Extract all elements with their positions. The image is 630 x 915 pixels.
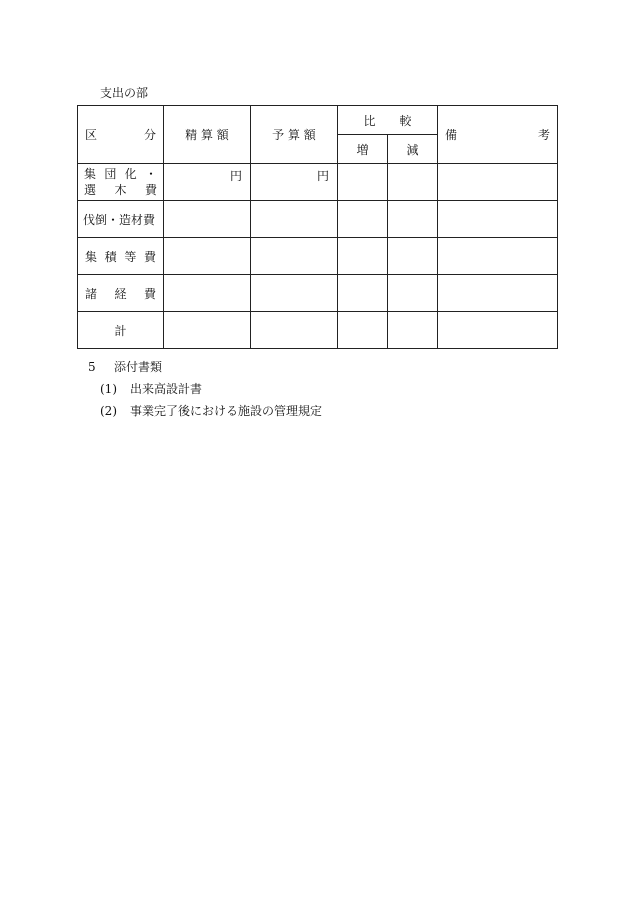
table-row xyxy=(78,238,558,275)
biko-cell xyxy=(438,238,558,275)
header-yosan: 予 算 額 xyxy=(251,106,338,164)
header-seisan: 精 算 額 xyxy=(164,106,251,164)
row-label: 諸 経 費 xyxy=(78,275,164,312)
row-label: 伐倒・造材費 xyxy=(78,201,164,238)
biko-cell xyxy=(438,164,558,201)
table-row xyxy=(78,201,558,238)
attachment-item: (2) 事業完了後における施設の管理規定 xyxy=(100,404,323,418)
zou-cell xyxy=(338,164,388,201)
row-label: 計 xyxy=(78,312,164,349)
zou-cell xyxy=(338,201,388,238)
header-gen: 減 xyxy=(388,135,438,164)
biko-cell xyxy=(438,312,558,349)
seisan-cell xyxy=(164,201,251,238)
seisan-cell: 円 xyxy=(164,164,251,201)
yosan-cell xyxy=(251,238,338,275)
expense-table xyxy=(77,105,558,349)
zou-cell xyxy=(338,312,388,349)
row-label: 集 団 化 ・ 選 木 費 xyxy=(78,164,164,201)
zou-cell xyxy=(338,238,388,275)
header-biko: 備 考 xyxy=(438,106,558,164)
attachments-heading: 5 添付書類 xyxy=(88,360,163,374)
attachments-section xyxy=(88,356,322,422)
biko-cell xyxy=(438,275,558,312)
attachment-item: (1) 出来高設計書 xyxy=(100,382,203,396)
seisan-cell xyxy=(164,312,251,349)
header-zou: 増 xyxy=(338,135,388,164)
table-row xyxy=(78,164,558,201)
zou-cell xyxy=(338,275,388,312)
seisan-cell xyxy=(164,275,251,312)
gen-cell xyxy=(388,238,438,275)
yosan-cell xyxy=(251,275,338,312)
gen-cell xyxy=(388,275,438,312)
header-kubun: 区 分 xyxy=(78,106,164,164)
yosan-cell xyxy=(251,312,338,349)
table-row xyxy=(78,275,558,312)
yosan-cell xyxy=(251,201,338,238)
gen-cell xyxy=(388,201,438,238)
yosan-cell: 円 xyxy=(251,164,338,201)
biko-cell xyxy=(438,201,558,238)
table-row-total xyxy=(78,312,558,349)
row-label: 集 積 等 費 xyxy=(78,238,164,275)
header-hikaku: 比 較 xyxy=(338,106,438,135)
gen-cell xyxy=(388,312,438,349)
seisan-cell xyxy=(164,238,251,275)
gen-cell xyxy=(388,164,438,201)
section-title: 支出の部 xyxy=(100,86,149,100)
